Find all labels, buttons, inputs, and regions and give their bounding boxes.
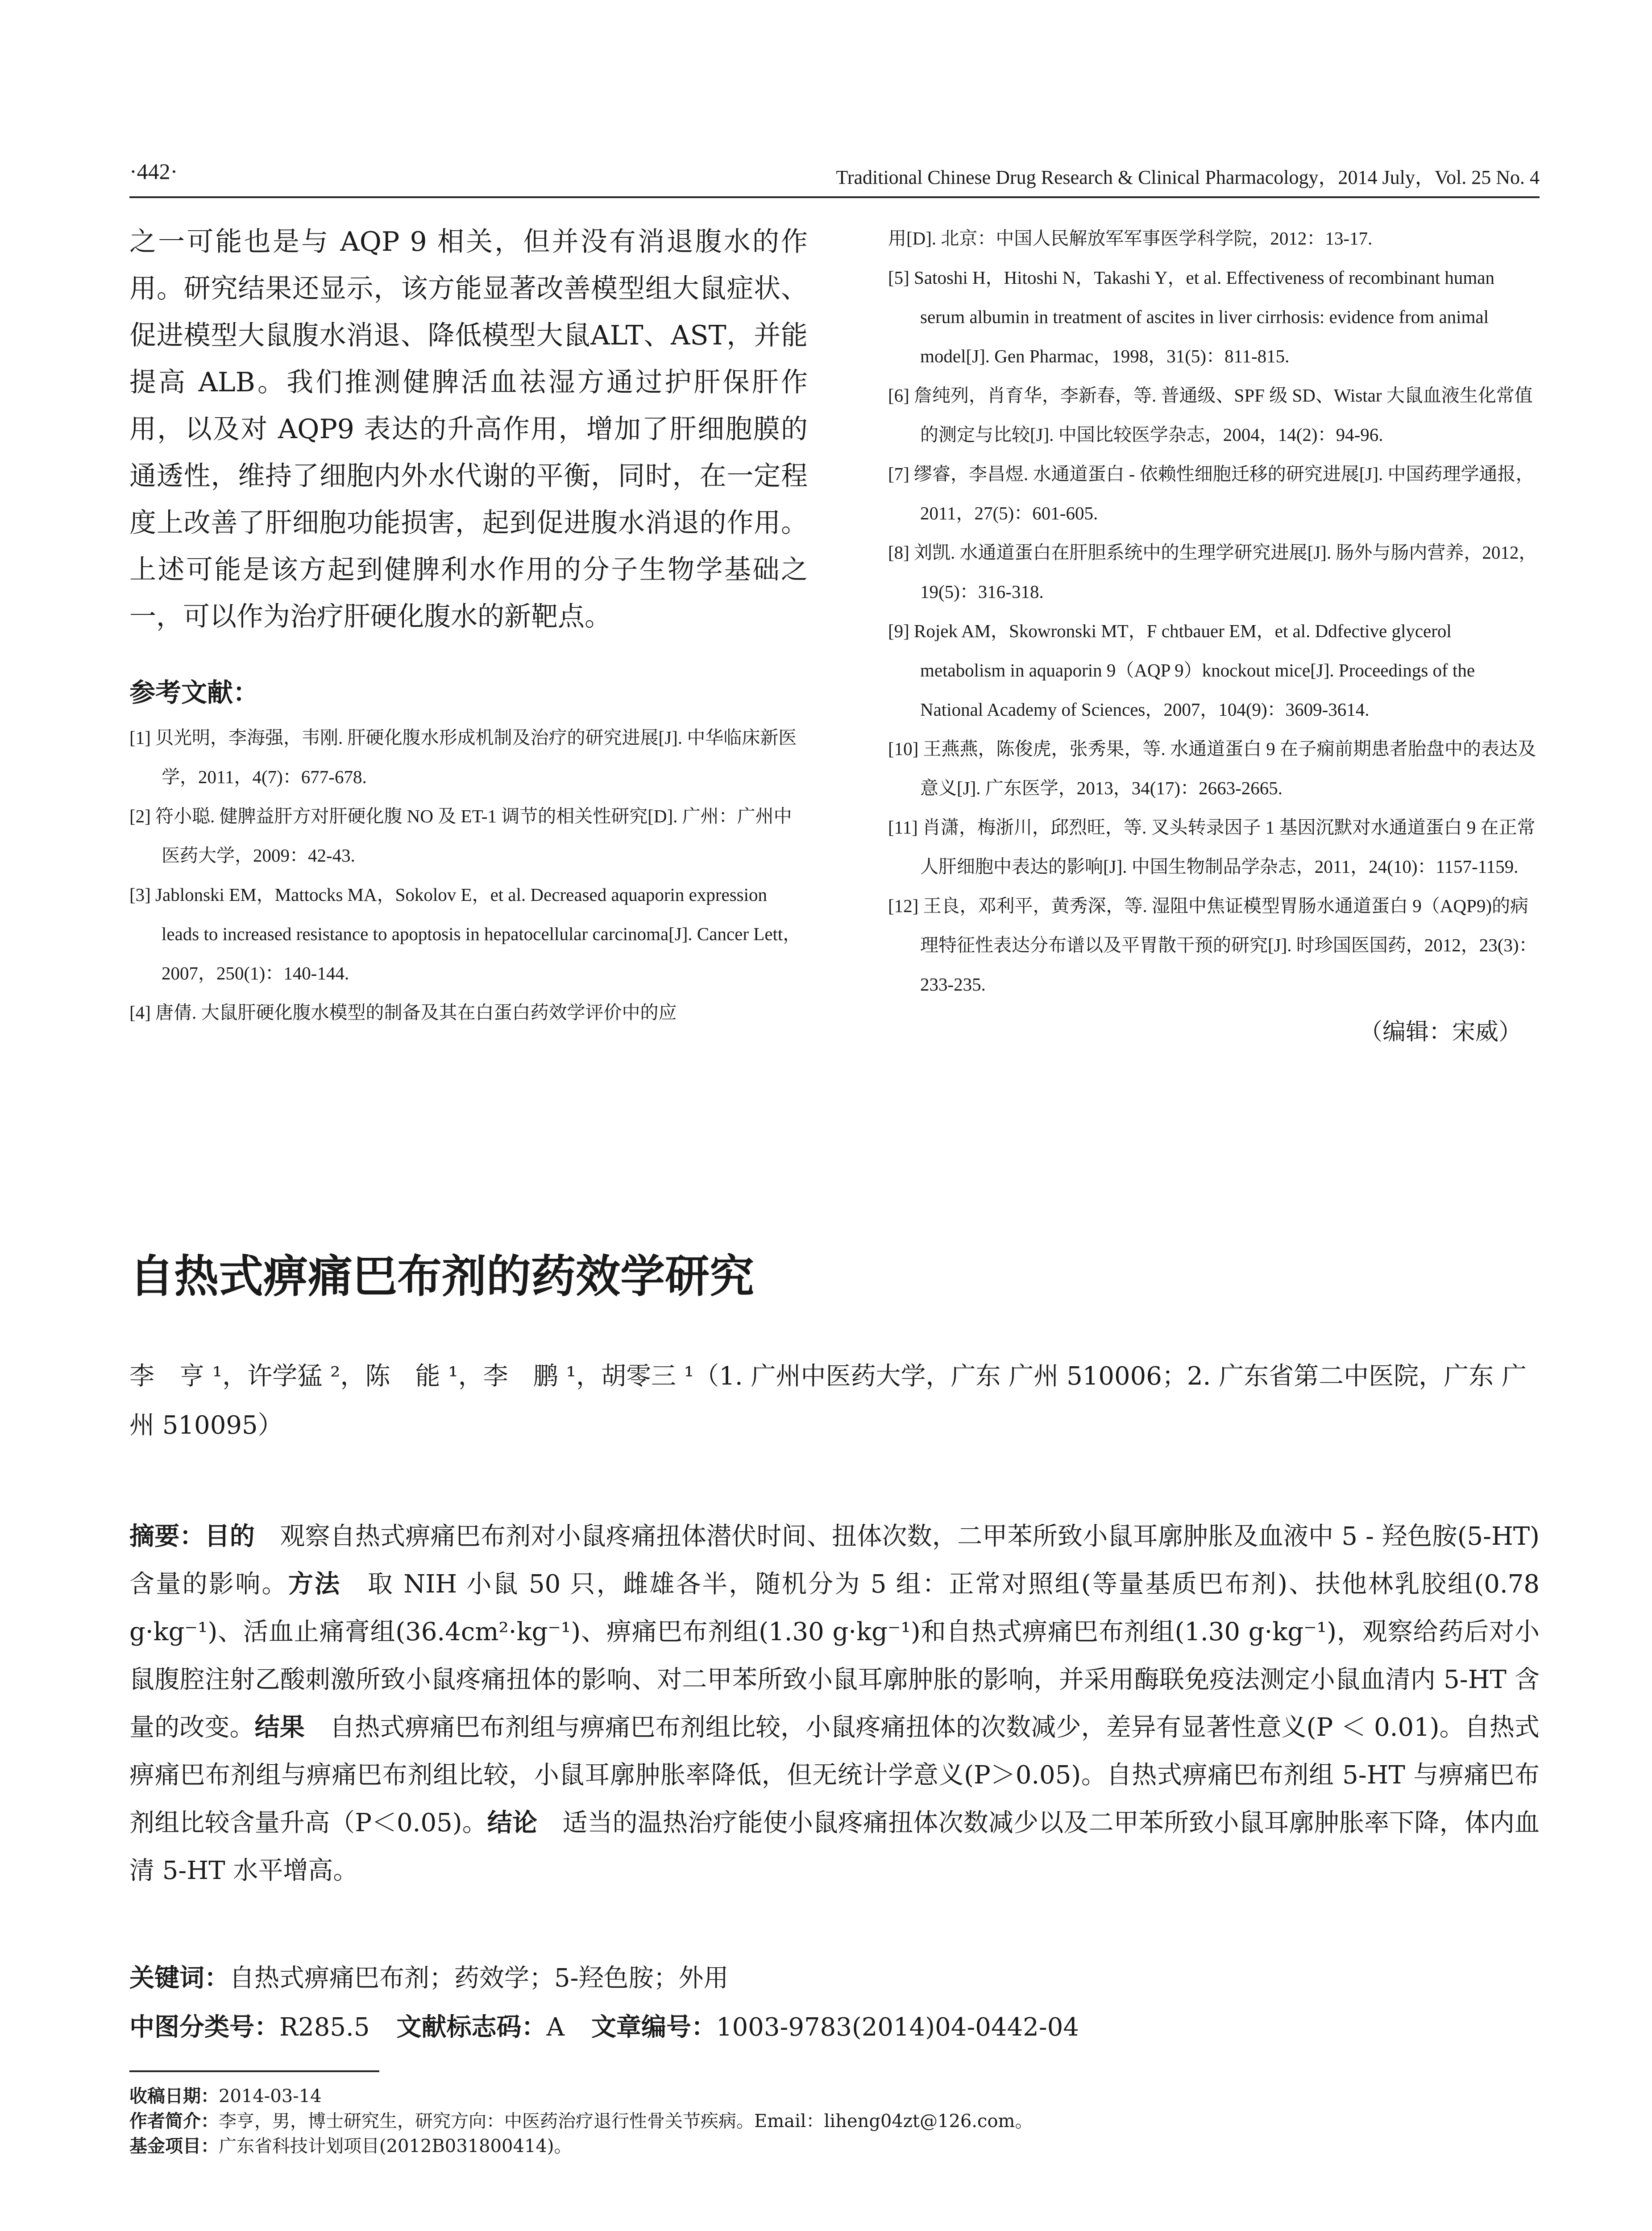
doc-code-label: 文献标志码： [396, 2013, 547, 2042]
article-no-label: 文章编号： [591, 2013, 716, 2042]
clc-label: 中图分类号： [129, 2013, 279, 2042]
received-label: 收稿日期： [129, 2086, 219, 2107]
article-title: 自热式痹痛巴布剂的药效学研究 [129, 1250, 754, 1302]
abstract [129, 1513, 1540, 1895]
abstract-label: 摘要： [129, 1522, 205, 1551]
reference-item: [12] 王良，邓利平，黄秀深，等. 湿阻中焦证模型胃肠水通道蛋白 9（AQP9)的病理特征性表达分布谱以及平胃散干预的研究[J]. 时珍国医国药，2012，23(3)：233-235. [888, 896, 1537, 995]
editor-note: （编辑：宋威） [1359, 1019, 1522, 1045]
reference-item: [4] 唐倩. 大鼠肝硬化腹水模型的制备及其在白蛋白药效学评价中的应 [129, 1002, 677, 1023]
fund-text: 广东省科技计划项目(2012B031800414)。 [219, 2136, 572, 2156]
footnote-rule [129, 2070, 379, 2072]
references-heading: 参考文献： [129, 677, 259, 708]
page-number: ·442· [129, 159, 178, 184]
objective-label: 目的 [204, 1522, 255, 1551]
clc-value: R285.5 [279, 2013, 370, 2042]
reference-item: [5] Satoshi H，Hitoshi N，Takashi Y，et al. Effectiveness of recombinant human serum albumin in treatment of ascites in liver cirrhosis: evidence from animal model[J]. Gen Pharmac，1998，31(5)：811-815. [888, 267, 1494, 366]
results-text: 自热式痹痛巴布剂组与痹痛巴布剂组比较，小鼠疼痛扭体的次数减少，差异有显著性意义(P ＜ 0.01)。自热式痹痛巴布剂组与痹痛巴布剂组比较，小鼠耳廓肿胀率降低，但无统计学意义(P＞0.05)。自热式痹痛巴布剂组 5-HT 与痹痛巴布剂组比较含量升高（P＜0.05)。 [129, 1713, 1540, 1837]
footnote-received [129, 2084, 1540, 2109]
reference-item: [2] 符小聪. 健脾益肝方对肝硬化腹 NO 及 ET-1 调节的相关性研究[D]. 广州：广州中医药大学，2009：42-43. [129, 806, 792, 866]
right-column [888, 219, 1540, 1046]
references-list-left [129, 718, 808, 1032]
conclusion-text: 适当的温热治疗能使小鼠疼痛扭体次数减少以及二甲苯所致小鼠耳廓肿胀率下降，体内血清 5-HT 水平增高。 [129, 1808, 1540, 1885]
left-column [129, 219, 808, 1032]
objective-text: 观察自热式痹痛巴布剂对小鼠疼痛扭体潜伏时间、扭体次数，二甲苯所致小鼠耳廓肿胀及血液中 5 - 羟色胺(5-HT)含量的影响。 [129, 1522, 1540, 1599]
fund-label: 基金项目： [129, 2136, 219, 2156]
keywords-text: 自热式痹痛巴布剂；药效学；5-羟色胺；外用 [229, 1964, 729, 1993]
keywords-line [129, 1954, 1540, 2002]
results-label: 结果 [254, 1713, 305, 1742]
author-bio-label: 作者简介： [129, 2111, 219, 2131]
header-rule [129, 196, 1540, 198]
journal-citation: Traditional Chinese Drug Research & Clinical Pharmacology，2014 July，Vol. 25 No. 4 [836, 166, 1540, 188]
reference-item: [8] 刘凯. 水通道蛋白在肝胆系统中的生理学研究进展[J]. 肠外与肠内营养，2012，19(5)：316-318. [888, 542, 1537, 602]
received-date: 2014-03-14 [219, 2086, 322, 2107]
article-no-value: 1003-9783(2014)04-0442-04 [716, 2013, 1079, 2042]
reference-item: [7] 缪睿，李昌煜. 水通道蛋白 - 依赖性细胞迁移的研究进展[J]. 中国药理学通报，2011，27(5)：601-605. [888, 464, 1534, 523]
reference-item: [6] 詹纯列，肖育华，李新春，等. 普通级、SPF 级 SD、Wistar 大鼠血液生化常值的测定与比较[J]. 中国比较医学杂志，2004，14(2)：94-96. [888, 385, 1533, 445]
reference-item: [9] Rojek AM，Skowronski MT，F chtbauer EM，et al. Ddfective glycerol metabolism in aquaporin 9（AQP 9）knockout mice[J]. Proceedings of the National Academy of Sciences，2007，104(9)：3609-3614. [888, 621, 1475, 720]
classification-line [129, 2003, 1540, 2051]
author-line: 李 亨 ¹，许学猛 ²，陈 能 ¹，李 鹏 ¹，胡零三 ¹（1. 广州中医药大学，广东 广州 510006；2. 广东省第二中医院，广东 广州 510095） [129, 1362, 1527, 1440]
running-header [129, 158, 1540, 194]
reference-item: 用[D]. 北京：中国人民解放军军事医学科学院，2012：13-17. [888, 228, 1373, 249]
methods-text: 取 NIH 小鼠 50 只，雌雄各半，随机分为 5 组：正常对照组(等量基质巴布剂)、扶他林乳胶组(0.78 g·kg⁻¹)、活血止痛膏组(36.4cm²·kg⁻¹)、痹痛巴布剂组(1.30 g·kg⁻¹)和自热式痹痛巴布剂组(1.30 g·kg⁻¹)，观察给药后对小鼠腹腔注射乙酸刺激所致小鼠疼痛扭体的影响、对二甲苯所致小鼠耳廓肿胀的影响，并采用酶联免疫法测定小鼠血清内 5-HT 含量的改变。 [129, 1570, 1540, 1742]
reference-item: [3] Jablonski EM，Mattocks MA，Sokolov E，et al. Decreased aquaporin expression leads to increased resistance to apoptosis in hepatocellular carcinoma[J]. Cancer Lett，2007，250(1)：140-144. [129, 884, 801, 983]
body-paragraph: 之一可能也是与 AQP 9 相关，但并没有消退腹水的作用。研究结果还显示，该方能显著改善模型组大鼠症状、促进模型大鼠腹水消退、降低模型大鼠ALT、AST，并能提高 ALB。我们推测健脾活血祛湿方通过护肝保肝作用，以及对 AQP9 表达的升高作用，增加了肝细胞膜的通透性，维持了细胞内外水代谢的平衡，同时，在一定程度上改善了肝细胞功能损害，起到促进腹水消退的作用。上述可能是该方起到健脾利水作用的分子生物学基础之一，可以作为治疗肝硬化腹水的新靶点。 [129, 226, 808, 632]
reference-item: [11] 肖潇，梅浙川，邱烈旺，等. 叉头转录因子 1 基因沉默对水通道蛋白 9 在正常人肝细胞中表达的影响[J]. 中国生物制品学杂志，2011，24(10)：1157-1159. [888, 817, 1536, 877]
reference-item: [1] 贝光明，李海强，韦刚. 肝硬化腹水形成机制及治疗的研究进展[J]. 中华临床新医学，2011，4(7)：677-678. [129, 727, 797, 787]
conclusion-label: 结论 [487, 1808, 538, 1837]
reference-item: [10] 王燕燕，陈俊虎，张秀果，等. 水通道蛋白 9 在子痫前期患者胎盘中的表达及意义[J]. 广东医学，2013，34(17)：2663-2665. [888, 738, 1536, 798]
footnote-author [129, 2109, 1540, 2134]
author-bio: 李亨，男，博士研究生，研究方向：中医药治疗退行性骨关节疾病。Email：liheng04zt@126.com。 [219, 2111, 1033, 2131]
footnote-fund [129, 2134, 1540, 2159]
footnotes [129, 2084, 1540, 2159]
references-list-right [888, 219, 1540, 1004]
keywords-label: 关键词： [129, 1964, 229, 1993]
methods-label: 方法 [288, 1570, 341, 1599]
doc-code-value: A [546, 2013, 565, 2042]
